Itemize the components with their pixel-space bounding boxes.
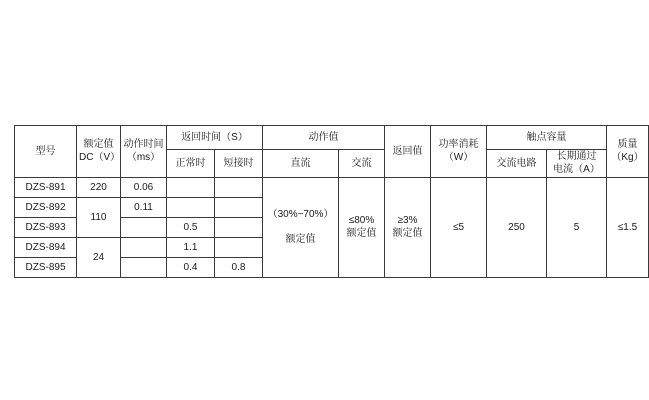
cell-power-consumption: ≤5: [431, 178, 487, 278]
header-action-value-ac: 交流: [339, 150, 385, 178]
cell-mass: ≤1.5: [607, 178, 649, 278]
header-action-value-dc: 直流: [263, 150, 339, 178]
cell-return-time-normal: 0.4: [167, 258, 215, 278]
header-contact-long-current: [547, 150, 607, 178]
header-mass-unit: （Kg）: [611, 151, 644, 163]
cell-return-time-normal: [167, 178, 215, 198]
cell-return-time-short: [215, 218, 263, 238]
cell-return-time-normal: 0.5: [167, 218, 215, 238]
cell-action-time: [121, 218, 167, 238]
cell-return-time-short: [215, 178, 263, 198]
cell-model: DZS-892: [15, 198, 77, 218]
cell-action-time: [121, 258, 167, 278]
cell-model: DZS-891: [15, 178, 77, 198]
cell-model: DZS-894: [15, 238, 77, 258]
cell-return-time-short: [215, 198, 263, 218]
cell-return-time-short: 0.8: [215, 258, 263, 278]
header-mass: [607, 126, 649, 178]
header-contact-long-current-title: 长期通过: [556, 151, 597, 162]
header-contact-long-current-unit: 电流（A）: [553, 163, 600, 175]
header-action-time: [121, 126, 167, 178]
cell-contact-ac-circuit: 250: [487, 178, 547, 278]
cell-model: DZS-893: [15, 218, 77, 238]
header-power-consumption-title: 功率消耗: [438, 139, 479, 150]
cell-return-value: [385, 178, 431, 278]
cell-action-value-dc-line2: 额定值: [285, 233, 316, 245]
cell-return-value-line2: 额定值: [392, 227, 423, 239]
header-model: 型号: [15, 126, 77, 178]
header-mass-title: 质量: [617, 139, 638, 150]
header-action-value: 动作值: [263, 126, 385, 150]
cell-rated-value: 110: [77, 198, 121, 238]
cell-action-value-ac: [339, 178, 385, 278]
header-power-consumption-unit: （W）: [443, 151, 474, 163]
cell-action-time: [121, 238, 167, 258]
specification-table: [14, 125, 649, 278]
cell-return-time-normal: [167, 198, 215, 218]
header-contact-ac-circuit: 交流电路: [487, 150, 547, 178]
header-rated-value-unit: DC（V）: [79, 151, 121, 163]
header-power-consumption: [431, 126, 487, 178]
header-return-time-normal: 正常时: [167, 150, 215, 178]
header-action-time-title: 动作时间: [123, 139, 164, 150]
cell-model: DZS-895: [15, 258, 77, 278]
cell-rated-value: 24: [77, 238, 121, 278]
cell-action-time: 0.06: [121, 178, 167, 198]
cell-return-time-normal: 1.1: [167, 238, 215, 258]
table-header-row-1: [15, 126, 649, 150]
cell-action-value-ac-line1: ≤80%: [348, 215, 375, 226]
cell-action-time: 0.11: [121, 198, 167, 218]
header-rated-value-title: 额定值: [83, 139, 114, 150]
header-action-time-unit: （ms）: [126, 151, 161, 163]
cell-action-value-ac-line2: 额定值: [346, 227, 377, 239]
header-return-value: 返回值: [385, 126, 431, 178]
table-row: [15, 178, 649, 198]
header-contact-capacity: 触点容量: [487, 126, 607, 150]
cell-action-value-dc-line1: （30%~70%）: [267, 209, 334, 220]
header-return-time-short: 短接时: [215, 150, 263, 178]
cell-action-value-dc: [263, 178, 339, 278]
cell-contact-long-current: 5: [547, 178, 607, 278]
cell-return-value-line1: ≥3%: [397, 215, 418, 226]
cell-return-time-short: [215, 238, 263, 258]
cell-rated-value: 220: [77, 178, 121, 198]
header-rated-value: [77, 126, 121, 178]
header-return-time: 返回时间（S）: [167, 126, 263, 150]
